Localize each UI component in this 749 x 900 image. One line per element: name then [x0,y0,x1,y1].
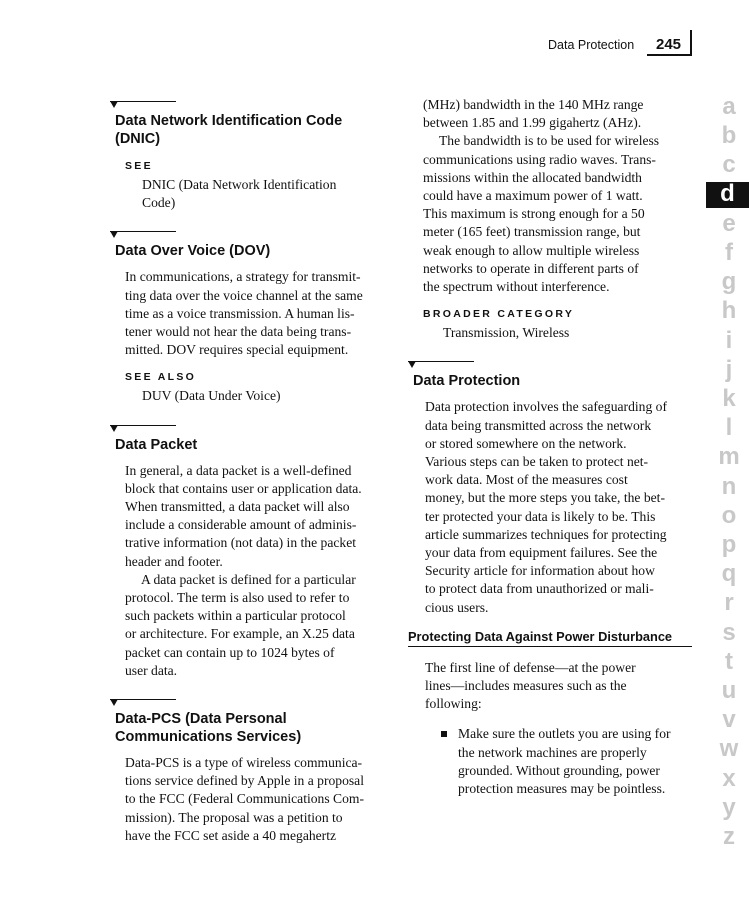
thumb-tab-f: f [725,239,733,266]
thumb-tab-u: u [721,677,737,704]
bullet-list [441,725,694,798]
body-line: article summarizes techniques for protecting [425,526,667,542]
thumb-tab-k: k [722,385,736,412]
body-line: packet can contain up to 1024 bytes of [125,644,335,660]
entry-marker [110,694,395,708]
entry-body [125,268,395,359]
thumb-tab-v: v [722,706,736,734]
body-line: data being transmitted across the network [425,417,652,433]
thumb-tab-s: s [722,618,736,646]
thumb-tab-o: o [721,501,737,529]
entry-marker [408,356,694,370]
body-line: have the FCC set aside a 40 megahertz [125,827,337,843]
body-line: following: [425,696,482,712]
entry-title: Data Packet [115,436,198,453]
entry-title: Data Protection [413,373,521,390]
entry-title [115,112,395,148]
body-line: cious users. [425,599,489,615]
body-line: the spectrum without interference. [423,279,610,295]
body-line: Various steps can be taken to protect net- [425,454,649,470]
thumb-tab-g: g [721,268,737,296]
body-line: tener would not hear the data being trans- [125,324,352,340]
pcs-continuation [423,96,694,296]
body-line: or stored somewhere on the network. [425,435,627,451]
thumb-tab-q: q [721,560,737,588]
body-line: communications using radio waves. Trans- [423,151,656,167]
thumb-tab-n: n [721,472,737,500]
entry-marker [110,420,395,434]
entry-marker [110,226,395,240]
right-column [408,96,694,798]
body-line: time as a voice transmission. A human lis- [125,305,355,321]
body-line: A data packet is defined for a particular [141,571,356,587]
body-line: meter (165 feet) transmission range, but [423,224,641,240]
see-reference-line: DNIC (Data Network Identification [142,177,337,192]
thumb-tab-c: c [722,151,736,179]
body-line: mitted. DOV requires special equipment. [125,342,349,358]
body-line: between 1.85 and 1.99 gigahertz (AHz). [423,115,642,131]
body-line: This maximum is strong enough for a 50 [423,206,645,222]
entry-title-line: (DNIC) [115,131,161,147]
body-line: ting data over the voice channel at the same [125,287,363,303]
thumb-tab-w: w [719,735,739,763]
see-also-reference: DUV (Data Under Voice) [142,388,281,404]
thumb-tab-l: l [725,414,733,442]
body-line: to the FCC (Federal Communications Com- [125,791,365,807]
body-line: (MHz) bandwidth in the 140 MHz range [423,97,644,112]
triangle-icon [110,699,118,706]
see-label: SEE [125,160,153,172]
body-line: networks to operate in different parts of [423,260,639,276]
thumb-tab-h: h [721,297,737,325]
thumb-tab-r: r [724,589,734,617]
body-line: In communications, a strategy for transmit- [125,269,361,285]
body-line: tions service defined by Apple in a proposal [125,773,364,789]
entry-body [125,462,395,680]
entry-dnic [110,96,395,212]
body-line: include a considerable amount of adminis- [125,517,357,533]
header-rule [647,54,692,56]
page-number: 245 [656,36,682,53]
body-line: The first line of defense—at the power [425,659,636,675]
body-line: your data from equipment failures. See the [425,545,658,561]
body-line: trative information (not data) in the packet [125,535,357,551]
body-line: Data protection involves the safeguarding of [425,399,667,415]
entry-data-packet [110,420,395,680]
body-line: protocol. The term is also used to refer to [125,590,350,606]
entry-dov [110,226,395,405]
bullet-line: grounded. Without grounding, power [458,762,660,778]
triangle-icon [110,425,118,432]
see-reference-line: Code) [142,195,176,211]
bullet-line: the network machines are properly [458,744,647,760]
body-line: The bandwidth is to be used for wireless [439,133,660,149]
entry-title-line: Data Network Identification Code [115,113,343,129]
see-reference [142,176,395,212]
body-line: In general, a data packet is a well-defined [125,462,352,478]
thumb-tab-b: b [721,122,737,150]
broader-category-label: BROADER CATEGORY [423,308,575,321]
body-line: When transmitted, a data packet will also [125,499,350,515]
header-vertical-rule [690,30,692,55]
entry-title-line: Data-PCS (Data Personal [115,711,287,728]
entry-data-protection [408,356,694,616]
entry-body [425,398,694,616]
left-column [110,96,395,845]
body-line: block that contains user or application data. [125,480,362,496]
body-line: could have a maximum power of 1 watt. [423,188,643,204]
running-header-title: Data Protection [548,38,635,52]
body-line: or architecture. For example, an X.25 data [125,626,355,642]
triangle-icon [110,101,118,108]
body-line: missions within the allocated bandwidth [423,169,642,185]
thumb-tab-m: m [718,443,740,471]
running-header [0,30,749,58]
subsection-heading: Protecting Data Against Power Disturbance [408,629,692,647]
bullet-line: protection measures may be pointless. [458,781,666,797]
entry-title: Data Over Voice (DOV) [115,243,271,260]
bullet-item [441,725,694,798]
thumb-tab-e: e [722,209,736,237]
body-line: Security article for information about how [425,563,655,579]
see-also-label: SEE ALSO [125,371,197,384]
thumb-tab-a: a [722,93,736,120]
thumb-tab-p: p [721,531,737,558]
body-line: header and footer. [125,553,223,569]
body-line: to protect data from unauthorized or mali- [425,581,654,597]
entry-data-pcs [110,694,395,845]
subsection-body [425,659,694,714]
thumb-tab-z: z [723,823,735,850]
body-line: weak enough to allow multiple wireless [423,242,640,258]
body-line: mission). The proposal was a petition to [125,809,343,825]
thumb-tab-j: j [725,355,733,383]
thumb-tab-x: x [722,764,736,792]
body-line: Data-PCS is a type of wireless communica- [125,755,363,771]
triangle-icon [110,231,118,238]
body-line: such packets within a particular protocol [125,608,346,624]
thumb-tab-i: i [725,326,733,354]
entry-title-line: Communications Services) [115,729,302,746]
body-line: user data. [125,662,178,678]
triangle-icon [408,361,416,368]
entry-body [125,754,395,845]
body-line: work data. Most of the measures cost [425,472,628,488]
entry-title [115,710,395,746]
thumb-tab-t: t [725,647,733,675]
bullet-square-icon [441,731,447,737]
bullet-line: Make sure the outlets you are using for [458,726,671,742]
thumb-tab-y: y [722,793,736,821]
body-line: money, but the more steps you take, the bet- [425,490,665,506]
broader-category-text: Transmission, Wireless [443,325,570,341]
body-line: lines—includes measures such as the [425,678,627,694]
body-line: ter protected your data is likely to be. This [425,508,656,524]
entry-marker [110,96,395,110]
thumb-tab-d: d [706,182,749,208]
